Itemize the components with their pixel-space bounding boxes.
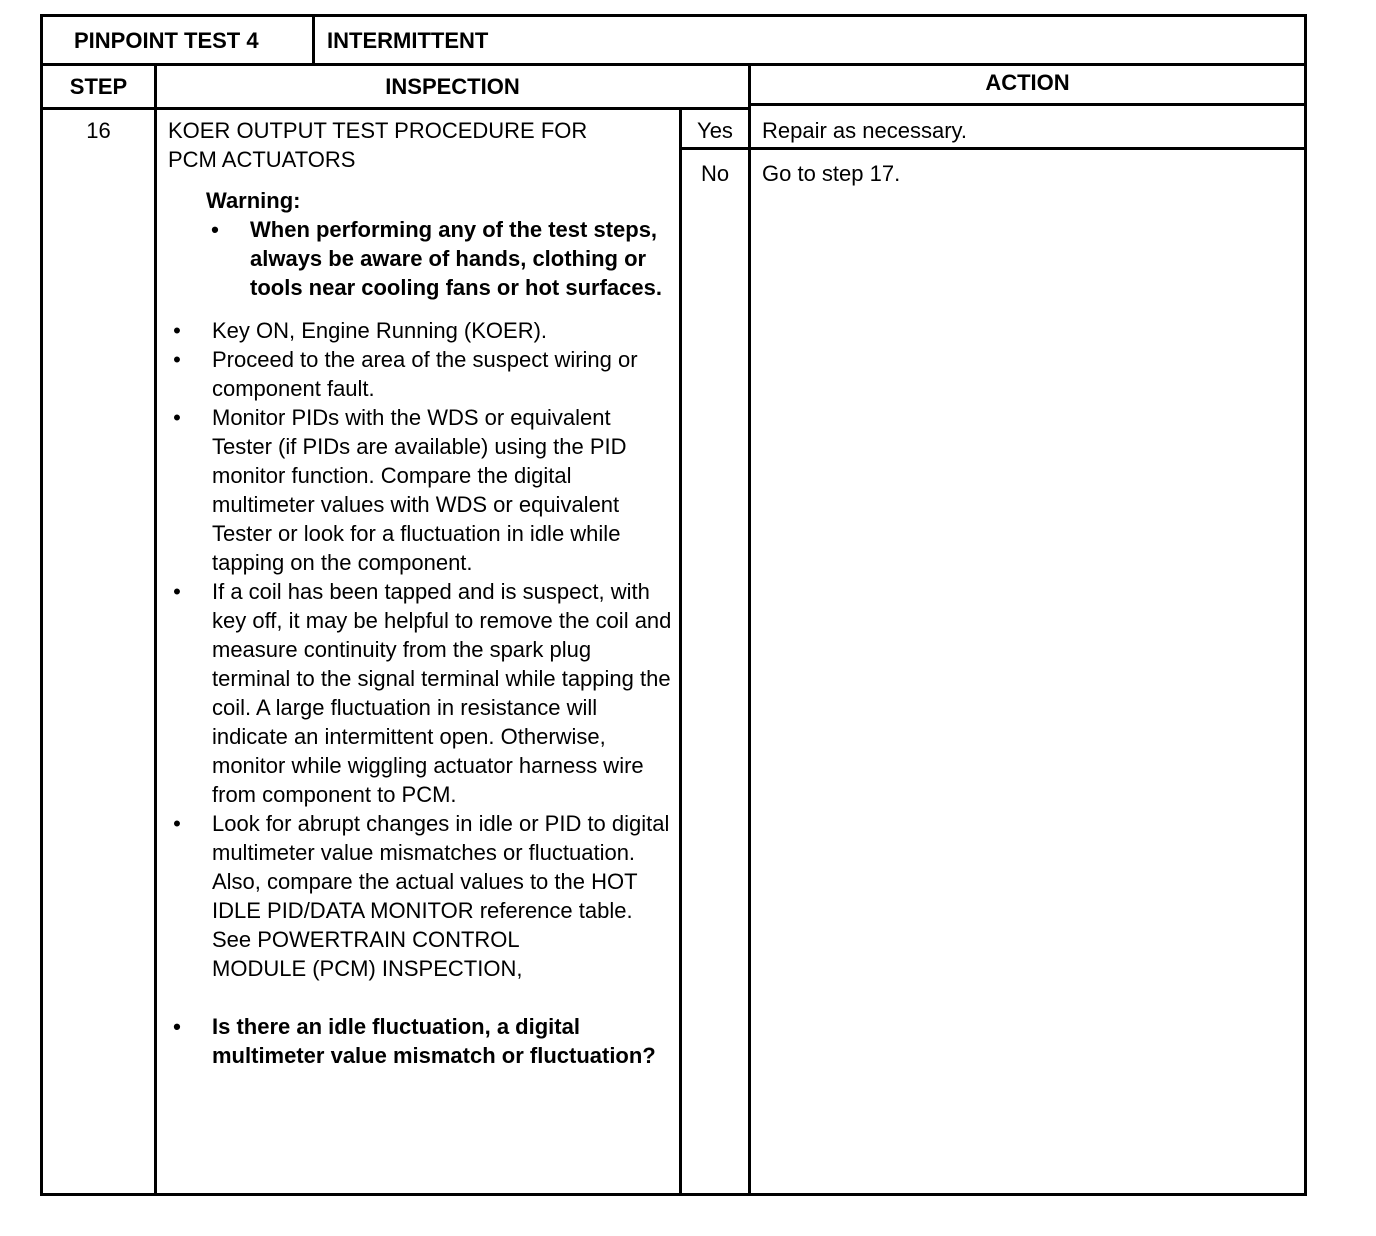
list-item	[168, 577, 673, 809]
list-item-text: Monitor PIDs with the WDS or equivalent Tester (if PIDs are available) using the PID monitor function. Compare the digital multimeter values with WDS or equivalent Tester or look for a fluctuation in idle while tapping on the component.	[212, 405, 627, 575]
question-text: Is there an idle fluctuation, a digital multimeter value mismatch or fluctuation?	[212, 1014, 656, 1068]
inspection-title	[168, 116, 673, 174]
list-item-text: Proceed to the area of the suspect wiring or component fault.	[212, 347, 638, 401]
see-reference-line2: MODULE (PCM) INSPECTION,	[212, 956, 523, 981]
inspection-content	[168, 116, 673, 1070]
question-item	[168, 1012, 673, 1070]
no-label: No	[700, 161, 730, 186]
divider-colheads-left	[40, 107, 750, 110]
column-header-step: STEP	[69, 74, 128, 99]
bullet-icon: •	[173, 405, 181, 430]
list-item-text: Look for abrupt changes in idle or PID to digital multimeter value mismatches or fluctuation. Also, compare the actual values to the HOT IDLE PID/DATA MONITOR reference table.	[212, 811, 670, 923]
inspection-title-line1: KOER OUTPUT TEST PROCEDURE FOR	[168, 118, 588, 143]
list-item	[168, 316, 673, 345]
yes-action: Repair as necessary.	[762, 118, 968, 143]
divider-step-col	[154, 63, 157, 1196]
list-item-text: Key ON, Engine Running (KOER).	[212, 318, 548, 343]
bullet-icon: •	[173, 1014, 181, 1039]
divider-action-col	[748, 63, 751, 1196]
see-reference-line1: See POWERTRAIN CONTROL	[212, 927, 520, 952]
pinpoint-test-name: INTERMITTENT	[327, 28, 489, 53]
column-header-action: ACTION	[985, 70, 1070, 95]
inspection-title-line2: PCM ACTUATORS	[168, 147, 356, 172]
column-header-inspection: INSPECTION	[385, 74, 520, 99]
procedure-list	[168, 316, 673, 1070]
warning-block	[168, 186, 673, 302]
bullet-icon: •	[173, 318, 181, 343]
divider-header	[40, 63, 1307, 66]
warning-list	[206, 215, 673, 302]
warning-label: Warning:	[206, 188, 301, 213]
bullet-icon: •	[173, 811, 181, 836]
bullet-icon: •	[173, 579, 181, 604]
divider-pinpoint	[312, 14, 315, 64]
list-item	[168, 403, 673, 577]
list-item	[168, 345, 673, 403]
list-item	[168, 809, 673, 983]
no-action: Go to step 17.	[762, 161, 901, 186]
divider-yes-no	[680, 147, 1307, 150]
warning-text: When performing any of the test steps, always be aware of hands, clothing or tools near cooling fans or hot surfaces.	[250, 217, 662, 300]
warning-item	[206, 215, 673, 302]
bullet-icon: •	[211, 217, 219, 242]
step-number: 16	[86, 118, 111, 143]
yes-label: Yes	[697, 118, 733, 143]
bullet-icon: •	[173, 347, 181, 372]
divider-colheads-right	[748, 103, 1307, 106]
list-item-text: If a coil has been tapped and is suspect, with key off, it may be helpful to remove the coil and measure continuity from the spark plug terminal to the signal terminal while tapping the coil. A large fluctuation in resistance will indicate an intermittent open. Otherwise, monitor while wiggling actuator harness wire from component to PCM.	[212, 579, 672, 807]
pinpoint-test-label: PINPOINT TEST 4	[74, 28, 259, 53]
divider-yesno-col	[679, 107, 682, 1196]
